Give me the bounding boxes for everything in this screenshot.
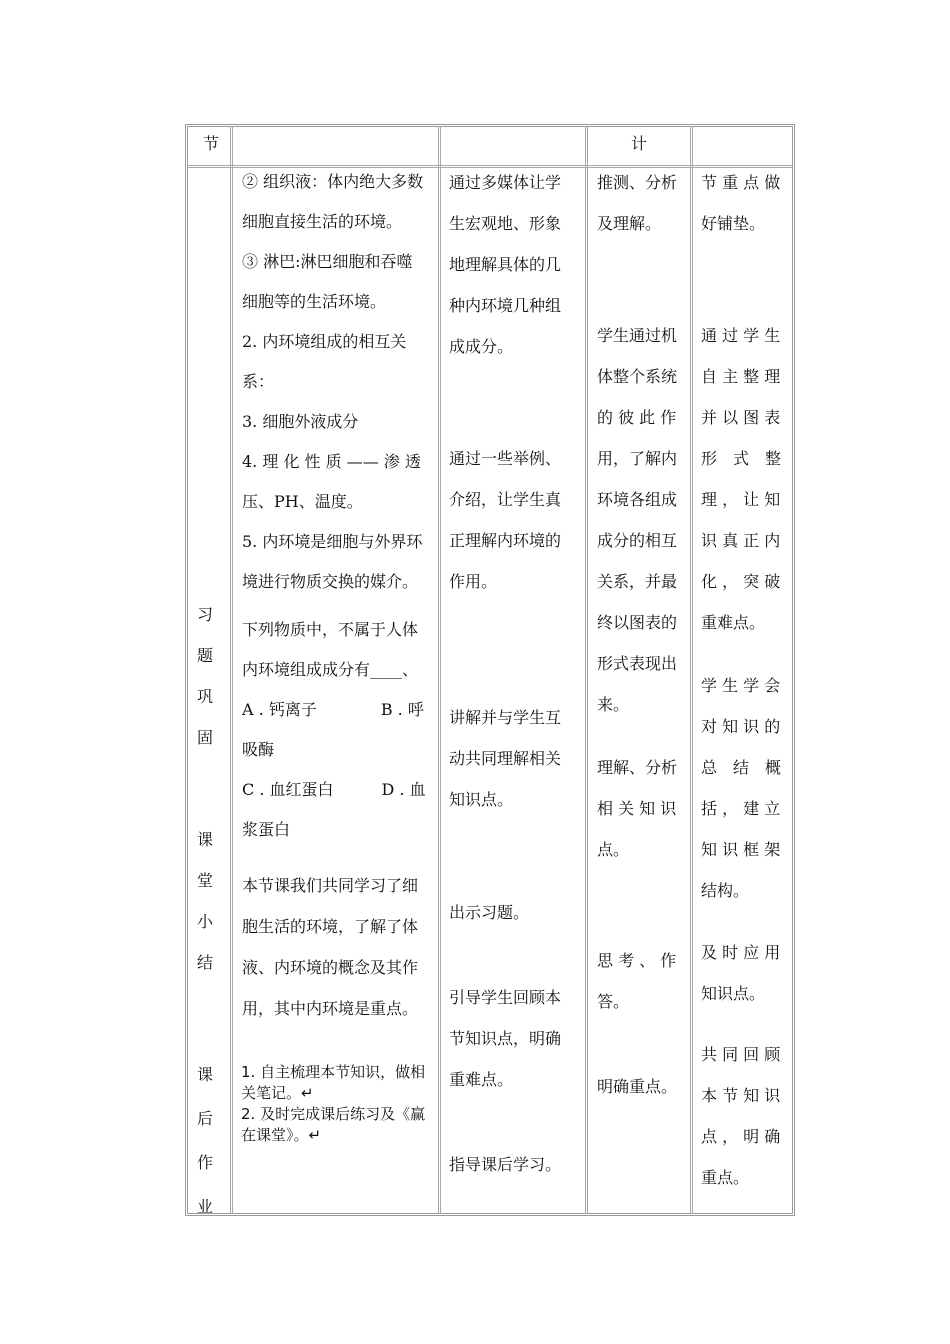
design-intent-4 xyxy=(701,932,780,1014)
label-char: 课 xyxy=(196,830,213,849)
question-line: 浆蛋白 xyxy=(242,820,291,839)
teacher-line: 引导学生回顾本 xyxy=(449,988,562,1007)
design-line: 识 真 正 内 xyxy=(701,531,781,550)
label-char: 题 xyxy=(196,646,213,665)
label-char: 堂 xyxy=(196,871,213,890)
label-practice xyxy=(193,594,217,758)
student-line: 点。 xyxy=(597,840,630,859)
student-line: 形式表现出 xyxy=(597,654,678,673)
content-line: 压、PH、温度。 xyxy=(242,492,363,511)
lesson-summary xyxy=(242,865,418,1029)
student-line: 关系，并最 xyxy=(597,572,678,591)
design-line: 括 ， 建 立 xyxy=(701,799,781,818)
student-line: 推测、分析 xyxy=(597,173,678,192)
content-line: 细胞等的生活环境。 xyxy=(242,292,387,311)
teacher-line: 正理解内环境的 xyxy=(449,531,562,550)
teacher-line: 讲解并与学生互 xyxy=(449,708,562,727)
summary-line: 胞生活的环境，了解了体 xyxy=(242,917,419,936)
teacher-activity-3 xyxy=(449,697,561,820)
label-char: 课 xyxy=(196,1065,213,1084)
design-line: 共 同 回 顾 xyxy=(701,1045,781,1064)
design-line: 知识点。 xyxy=(701,984,766,1003)
student-activity-1 xyxy=(597,162,677,244)
student-activity-2 xyxy=(597,315,677,725)
question-line: A . 钙离子 B . 呼 xyxy=(242,700,424,719)
student-line: 答。 xyxy=(597,992,630,1011)
content-line: 细胞直接生活的环境。 xyxy=(242,212,403,231)
teacher-line: 种内环境几种组 xyxy=(449,296,562,315)
teacher-line: 通过多媒体让学 xyxy=(449,173,562,192)
design-line: 学 生 学 会 xyxy=(701,676,781,695)
homework-line: 关笔记。↵ xyxy=(241,1084,314,1102)
label-char: 小 xyxy=(196,912,213,931)
teacher-line: 节知识点，明确 xyxy=(449,1029,562,1048)
student-activity-5 xyxy=(597,1066,677,1107)
teacher-line: 成成分。 xyxy=(449,337,514,356)
design-line: 知 识 框 架 xyxy=(701,840,781,859)
question-line: 内环境组成成分有____、 xyxy=(242,660,419,679)
label-char: 习 xyxy=(196,605,213,624)
teacher-line: 通过一些举例、 xyxy=(449,449,562,468)
teacher-activity-2 xyxy=(449,438,561,602)
design-line: 通 过 学 生 xyxy=(701,326,781,345)
student-line: 终以图表的 xyxy=(597,613,678,632)
label-char: 巩 xyxy=(196,687,213,706)
question-line: C . 血红蛋白 D . 血 xyxy=(242,780,426,799)
design-intent-5 xyxy=(701,1034,780,1198)
design-line: 并 以 图 表 xyxy=(701,408,781,427)
design-line: 结构。 xyxy=(701,881,750,900)
column-divider-4 xyxy=(690,126,693,1214)
design-line: 重点。 xyxy=(701,1168,750,1187)
teacher-line: 出示习题。 xyxy=(449,903,530,922)
summary-line: 用，其中内环境是重点。 xyxy=(242,999,419,1018)
design-intent-1 xyxy=(701,162,780,244)
content-line: 系： xyxy=(242,372,275,391)
design-line: 重难点。 xyxy=(701,613,766,632)
homework-line: 在课堂》。↵ xyxy=(241,1126,322,1144)
design-line: 理 ， 让 知 xyxy=(701,490,781,509)
design-line: 本 节 知 识 xyxy=(701,1086,781,1105)
student-activity-3 xyxy=(597,747,677,870)
design-line: 及 时 应 用 xyxy=(701,943,781,962)
content-line: 境进行物质交换的媒介。 xyxy=(242,572,419,591)
teacher-activity-5 xyxy=(449,977,561,1100)
design-line: 节 重 点 做 xyxy=(701,173,781,192)
design-intent-2 xyxy=(701,315,781,643)
teacher-activity-6 xyxy=(449,1144,561,1185)
student-line: 成分的相互 xyxy=(597,531,678,550)
column-divider-3 xyxy=(585,126,588,1214)
design-line: 形 式 整 xyxy=(701,449,782,468)
homework-line: 1. 自主梳理本节知识，做相 xyxy=(241,1063,426,1081)
content-line: 4. 理 化 性 质 —— 渗 透 xyxy=(242,452,421,471)
question-line: 下列物质中，不属于人体 xyxy=(242,620,419,639)
content-notes xyxy=(242,162,423,602)
teacher-activity-4 xyxy=(449,892,529,933)
column-divider-1 xyxy=(230,126,233,1214)
design-line: 自 主 整 理 xyxy=(701,367,781,386)
teacher-activity-1 xyxy=(449,162,561,367)
design-line: 化 ， 突 破 xyxy=(701,572,781,591)
homework-line: 2. 及时完成课后练习及《赢 xyxy=(241,1105,426,1123)
student-line: 明确重点。 xyxy=(597,1077,678,1096)
label-summary xyxy=(193,819,217,983)
header-cell-1: 节 xyxy=(203,134,220,153)
column-divider-2 xyxy=(438,126,441,1214)
teacher-line: 地理解具体的几 xyxy=(449,255,562,274)
content-line: 3. 细胞外液成分 xyxy=(242,412,359,431)
teacher-line: 生宏观地、形象 xyxy=(449,214,562,233)
label-char: 作 xyxy=(196,1153,213,1172)
teacher-line: 知识点。 xyxy=(449,790,514,809)
student-activity-4 xyxy=(597,940,676,1022)
label-char: 固 xyxy=(196,728,213,747)
teacher-line: 介绍，让学生真 xyxy=(449,490,562,509)
student-line: 体整个系统 xyxy=(597,367,678,386)
student-line: 理解、分析 xyxy=(597,758,678,777)
summary-line: 液、内环境的概念及其作 xyxy=(242,958,419,977)
teacher-line: 作用。 xyxy=(449,572,498,591)
student-line: 来。 xyxy=(597,695,630,714)
student-line: 学生通过机 xyxy=(597,326,678,345)
practice-question xyxy=(242,610,426,850)
content-line: 5. 内环境是细胞与外界环 xyxy=(242,532,423,551)
design-line: 点 ， 明 确 xyxy=(701,1127,781,1146)
teacher-line: 指导课后学习。 xyxy=(449,1155,562,1174)
student-line: 的 彼 此 作 xyxy=(597,408,677,427)
header-cell-4: 计 xyxy=(631,134,648,153)
student-line: 及理解。 xyxy=(597,214,662,233)
design-line: 总 结 概 xyxy=(701,758,782,777)
design-line: 好铺垫。 xyxy=(701,214,766,233)
homework-list xyxy=(241,1062,425,1146)
label-char: 业 xyxy=(196,1197,213,1216)
summary-line: 本节课我们共同学习了细 xyxy=(242,876,419,895)
design-line: 对 知 识 的 xyxy=(701,717,781,736)
content-line: ② 组织液：体内绝大多数 xyxy=(242,172,424,191)
content-line: 2. 内环境组成的相互关 xyxy=(242,332,407,351)
teacher-line: 动共同理解相关 xyxy=(449,749,562,768)
content-line: ③ 淋巴:淋巴细胞和吞噬 xyxy=(242,252,413,271)
label-char: 后 xyxy=(196,1109,213,1128)
student-line: 环境各组成 xyxy=(597,490,678,509)
question-line: 吸酶 xyxy=(242,740,275,759)
teacher-line: 重难点。 xyxy=(449,1070,514,1089)
student-line: 用，了解内 xyxy=(597,449,678,468)
label-char: 结 xyxy=(196,953,213,972)
label-homework xyxy=(193,1053,217,1229)
student-line: 思 考 、 作 xyxy=(597,951,677,970)
student-line: 相 关 知 识 xyxy=(597,799,677,818)
design-intent-3 xyxy=(701,665,781,911)
